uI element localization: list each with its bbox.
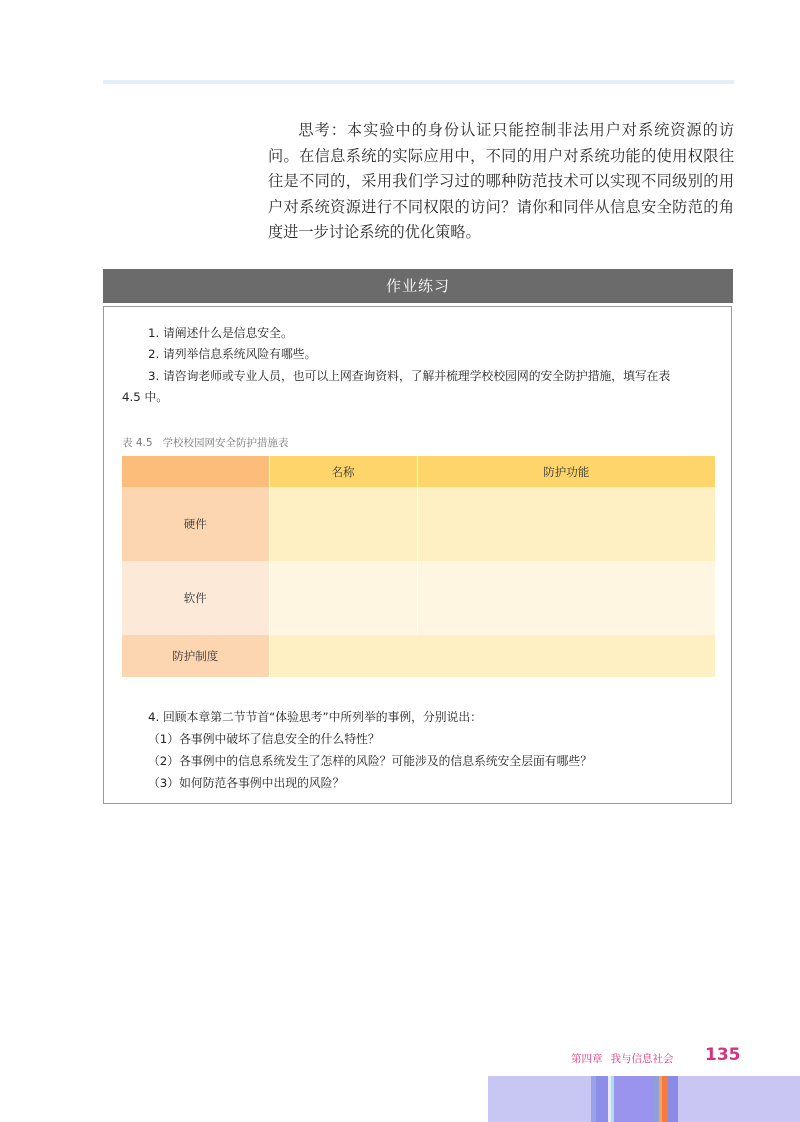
- cell-hardware-function: [417, 487, 715, 561]
- decorative-color-band: [488, 1076, 800, 1122]
- table-header-row: [122, 456, 715, 487]
- top-divider: [103, 80, 734, 84]
- column-header-function: 防护功能: [417, 456, 715, 487]
- row-header-hardware: 硬件: [122, 487, 269, 561]
- chapter-title: 我与信息社会: [610, 1053, 674, 1065]
- question-3-line-1: 3. 请咨询老师或专业人员，也可以上网查询资料，了解并梳理学校校园网的安全防护措施，填写在表: [148, 369, 671, 383]
- table-row: [122, 635, 715, 677]
- page-number: 135: [705, 1045, 741, 1065]
- table-caption: [122, 435, 289, 450]
- table-caption-title: 学校校园网安全防护措施表: [162, 437, 289, 449]
- chapter-footer: [571, 1051, 674, 1066]
- question-3-line-2: 4.5 中。: [122, 390, 169, 404]
- question-4-1: （1）各事例中破坏了信息安全的什么特性？: [148, 732, 380, 746]
- row-header-software: 软件: [122, 561, 269, 635]
- question-4-3: （3）如何防范各事例中出现的风险？: [148, 776, 345, 790]
- question-4-2: （2）各事例中的信息系统发生了怎样的风险？可能涉及的信息系统安全层面有哪些？: [148, 754, 592, 768]
- security-measures-table: [122, 456, 715, 677]
- table-caption-number: 表 4.5: [122, 437, 153, 449]
- table-row: [122, 487, 715, 561]
- cell-software-name: [269, 561, 417, 635]
- row-header-policy: 防护制度: [122, 635, 269, 677]
- cell-software-function: [417, 561, 715, 635]
- question-4: 4. 回顾本章第二节节首“体验思考”中所列举的事例，分别说出：: [148, 710, 482, 724]
- table-corner-cell: [122, 456, 269, 487]
- cell-policy: [269, 635, 715, 677]
- column-header-name: 名称: [269, 456, 417, 487]
- cell-hardware-name: [269, 487, 417, 561]
- chapter-number: 第四章: [571, 1053, 603, 1065]
- table-row: [122, 561, 715, 635]
- question-2: 2. 请列举信息系统风险有哪些。: [148, 347, 317, 361]
- question-1: 1. 请阐述什么是信息安全。: [148, 326, 293, 340]
- homework-title: 作业练习: [103, 269, 733, 303]
- thinking-paragraph: 思考：本实验中的身份认证只能控制非法用户对系统资源的访问。在信息系统的实际应用中，不同的用户对系统功能的使用权限往往是不同的，采用我们学习过的哪种防范技术可以实现不同级别的用户对系统资源进行不同权限的访问？请你和同伴从信息安全防范的角度进一步讨论系统的优化策略。: [268, 121, 734, 241]
